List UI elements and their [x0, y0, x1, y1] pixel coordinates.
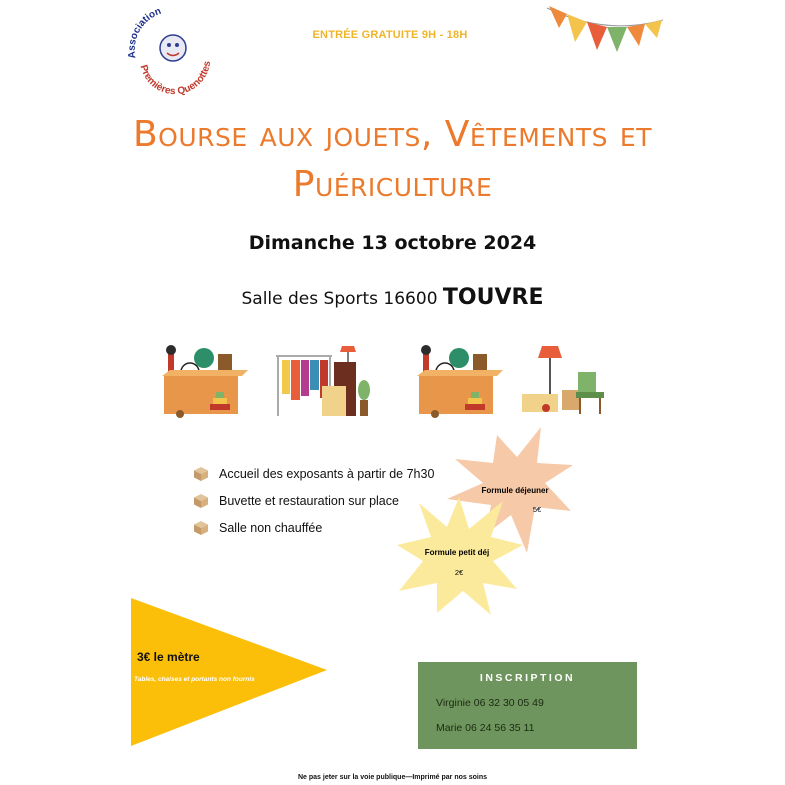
event-location — [150, 285, 635, 310]
inscription-box — [418, 662, 637, 749]
svg-text:Premières Quenottes: Premières Quenottes — [137, 60, 214, 98]
price-note: Tables, chaises et portants non fournis — [134, 676, 255, 683]
feature-text: Buvette et restauration sur place — [219, 493, 399, 508]
clothes-rack-icon — [272, 342, 364, 420]
toy-box-icon — [415, 342, 507, 420]
feature-text: Salle non chauffée — [219, 520, 323, 535]
breakfast-burst — [395, 495, 525, 615]
association-logo — [118, 0, 228, 110]
toy-box-icon — [160, 342, 252, 420]
contact-marie: Marie 06 24 56 35 11 — [436, 722, 535, 734]
lunch-label: Formule déjeuner — [481, 486, 549, 495]
box-bullet-icon — [193, 520, 209, 536]
event-title: Bourse aux jouets, Vêtements et Puériculture — [132, 114, 652, 205]
nursery-furniture-icon — [520, 342, 612, 420]
price-per-meter: 3€ le mètre — [137, 650, 200, 664]
pricing-pennant — [131, 598, 327, 746]
venue-name: Salle des Sports 16600 — [241, 289, 438, 309]
event-date: Dimanche 13 octobre 2024 — [248, 232, 537, 254]
footer-note: Ne pas jeter sur la voie publique—Imprimé par nos soins — [297, 774, 488, 781]
inscription-title: INSCRIPTION — [479, 672, 576, 684]
breakfast-label: Formule petit déj — [424, 548, 490, 557]
box-bullet-icon — [193, 493, 209, 509]
feature-text: Accueil des exposants à partir de 7h30 — [219, 466, 435, 481]
box-bullet-icon — [193, 466, 209, 482]
contact-virginie: Virginie 06 32 30 05 49 — [436, 697, 544, 709]
city-name: TOUVRE — [442, 285, 544, 310]
list-item — [193, 460, 453, 487]
svg-text:Association: Association — [126, 5, 163, 60]
lunch-price: 5€ — [532, 505, 542, 514]
bunting-decoration — [545, 0, 665, 62]
breakfast-price: 2€ — [454, 568, 464, 577]
free-entry-hours: ENTRÉE GRATUITE 9H - 18H — [312, 29, 468, 41]
